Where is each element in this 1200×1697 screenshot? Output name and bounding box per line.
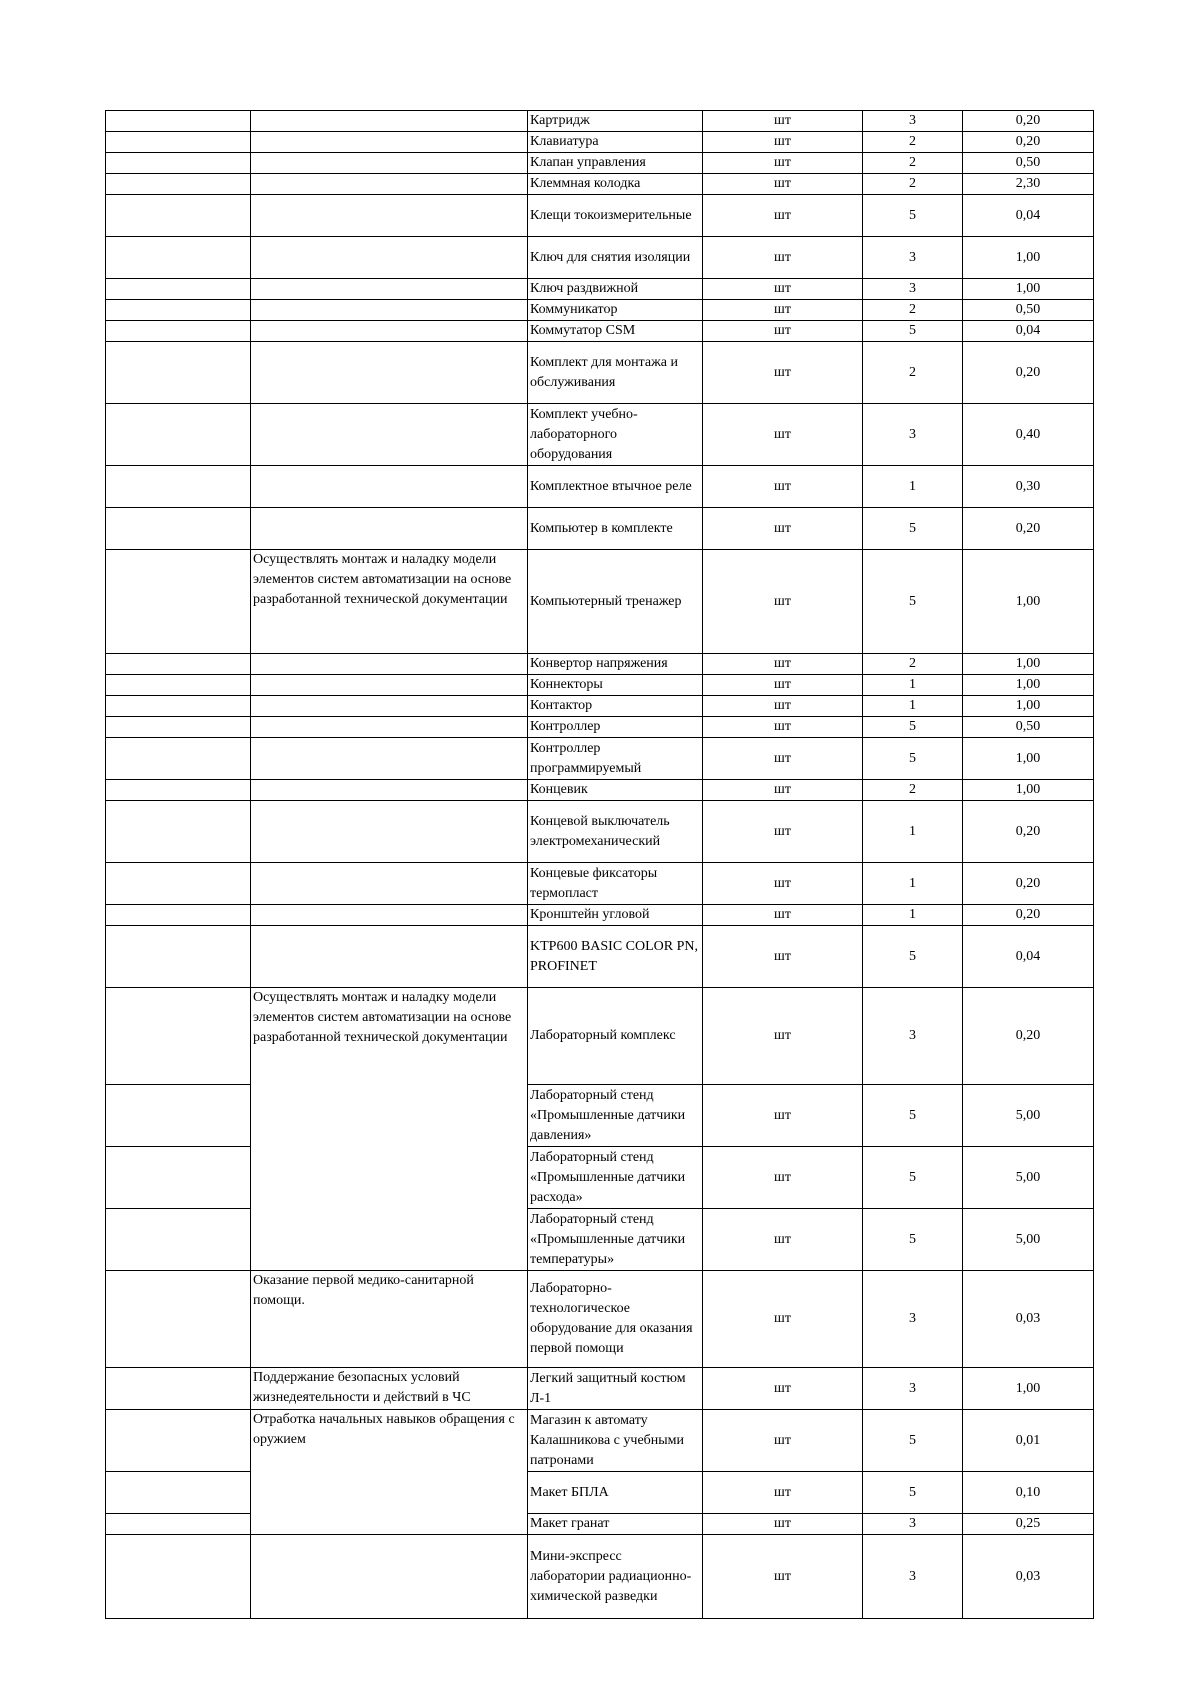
item-name-cell: Коммутатор CSM (528, 321, 703, 342)
blank-cell (106, 1514, 251, 1535)
competency-cell: Осуществлять монтаж и наладку модели элементов систем автоматизации на основе разработанной технической документации (251, 988, 528, 1271)
quantity-cell: 5 (863, 550, 963, 654)
unit-cell: шт (703, 696, 863, 717)
blank-cell (106, 132, 251, 153)
unit-cell: шт (703, 863, 863, 905)
competency-cell (251, 780, 528, 801)
unit-cell: шт (703, 300, 863, 321)
table-row (106, 279, 1094, 300)
blank-cell (106, 675, 251, 696)
quantity-cell: 1 (863, 466, 963, 508)
quantity-cell: 2 (863, 132, 963, 153)
norm-cell: 0,04 (963, 195, 1094, 237)
unit-cell: шт (703, 1514, 863, 1535)
quantity-cell: 3 (863, 988, 963, 1085)
item-name-cell: Лабораторный стенд «Промышленные датчики температуры» (528, 1209, 703, 1271)
quantity-cell: 5 (863, 195, 963, 237)
item-name-cell: KTP600 BASIC COLOR PN, PROFINET (528, 926, 703, 988)
norm-cell: 1,00 (963, 1368, 1094, 1410)
norm-cell: 5,00 (963, 1209, 1094, 1271)
competency-cell (251, 717, 528, 738)
blank-cell (106, 654, 251, 675)
blank-cell (106, 111, 251, 132)
norm-cell: 0,25 (963, 1514, 1094, 1535)
item-name-cell: Коммуникатор (528, 300, 703, 321)
competency-cell (251, 675, 528, 696)
item-name-cell: Концевые фиксаторы термопласт (528, 863, 703, 905)
competency-cell (251, 300, 528, 321)
competency-cell (251, 654, 528, 675)
norm-cell: 5,00 (963, 1085, 1094, 1147)
blank-cell (106, 926, 251, 988)
quantity-cell: 5 (863, 1410, 963, 1472)
norm-cell: 0,20 (963, 905, 1094, 926)
unit-cell: шт (703, 1147, 863, 1209)
unit-cell: шт (703, 738, 863, 780)
quantity-cell: 3 (863, 1514, 963, 1535)
blank-cell (106, 550, 251, 654)
quantity-cell: 1 (863, 801, 963, 863)
blank-cell (106, 342, 251, 404)
quantity-cell: 1 (863, 696, 963, 717)
blank-cell (106, 466, 251, 508)
unit-cell: шт (703, 404, 863, 466)
competency-cell (251, 342, 528, 404)
norm-cell: 0,10 (963, 1472, 1094, 1514)
unit-cell: шт (703, 717, 863, 738)
quantity-cell: 5 (863, 1147, 963, 1209)
blank-cell (106, 801, 251, 863)
table-row (106, 508, 1094, 550)
competency-cell (251, 237, 528, 279)
competency-cell (251, 1535, 528, 1619)
norm-cell: 1,00 (963, 696, 1094, 717)
table-row (106, 1535, 1094, 1619)
competency-cell (251, 132, 528, 153)
table-row (106, 132, 1094, 153)
competency-cell: Осуществлять монтаж и наладку модели элементов систем автоматизации на основе разработанной технической документации (251, 550, 528, 654)
quantity-cell: 2 (863, 654, 963, 675)
competency-cell: Поддержание безопасных условий жизнедеятельности и действий в ЧС (251, 1368, 528, 1410)
norm-cell: 0,04 (963, 321, 1094, 342)
unit-cell: шт (703, 237, 863, 279)
table-row (106, 717, 1094, 738)
table-row (106, 1271, 1094, 1368)
blank-cell (106, 1368, 251, 1410)
table-row (106, 195, 1094, 237)
norm-cell: 1,00 (963, 237, 1094, 279)
competency-cell: Отработка начальных навыков обращения с оружием (251, 1410, 528, 1535)
table-row (106, 111, 1094, 132)
competency-cell (251, 696, 528, 717)
item-name-cell: Кронштейн угловой (528, 905, 703, 926)
table-row (106, 1368, 1094, 1410)
table-row (106, 237, 1094, 279)
quantity-cell: 5 (863, 321, 963, 342)
norm-cell: 0,03 (963, 1535, 1094, 1619)
quantity-cell: 5 (863, 717, 963, 738)
unit-cell: шт (703, 1472, 863, 1514)
item-name-cell: Клещи токоизмерительные (528, 195, 703, 237)
norm-cell: 0,50 (963, 717, 1094, 738)
quantity-cell: 3 (863, 1368, 963, 1410)
blank-cell (106, 195, 251, 237)
table-row (106, 988, 1094, 1085)
item-name-cell: Клавиатура (528, 132, 703, 153)
norm-cell: 0,20 (963, 508, 1094, 550)
unit-cell: шт (703, 801, 863, 863)
table-row (106, 466, 1094, 508)
quantity-cell: 1 (863, 905, 963, 926)
quantity-cell: 2 (863, 153, 963, 174)
competency-cell (251, 508, 528, 550)
quantity-cell: 5 (863, 926, 963, 988)
table-row (106, 321, 1094, 342)
item-name-cell: Концевик (528, 780, 703, 801)
table-row (106, 654, 1094, 675)
blank-cell (106, 717, 251, 738)
item-name-cell: Компьютер в комплекте (528, 508, 703, 550)
unit-cell: шт (703, 508, 863, 550)
competency-cell (251, 195, 528, 237)
item-name-cell: Ключ для снятия изоляции (528, 237, 703, 279)
norm-cell: 1,00 (963, 738, 1094, 780)
blank-cell (106, 404, 251, 466)
item-name-cell: Конвертор напряжения (528, 654, 703, 675)
quantity-cell: 3 (863, 1271, 963, 1368)
blank-cell (106, 1085, 251, 1147)
item-name-cell: Магазин к автомату Калашникова с учебными патронами (528, 1410, 703, 1472)
blank-cell (106, 1147, 251, 1209)
item-name-cell: Комплект для монтажа и обслуживания (528, 342, 703, 404)
item-name-cell: Компьютерный тренажер (528, 550, 703, 654)
blank-cell (106, 738, 251, 780)
quantity-cell: 3 (863, 404, 963, 466)
unit-cell: шт (703, 1535, 863, 1619)
item-name-cell: Клапан управления (528, 153, 703, 174)
competency-cell (251, 801, 528, 863)
blank-cell (106, 780, 251, 801)
item-name-cell: Контроллер программируемый (528, 738, 703, 780)
blank-cell (106, 1271, 251, 1368)
quantity-cell: 3 (863, 237, 963, 279)
unit-cell: шт (703, 550, 863, 654)
quantity-cell: 5 (863, 508, 963, 550)
unit-cell: шт (703, 111, 863, 132)
unit-cell: шт (703, 279, 863, 300)
unit-cell: шт (703, 132, 863, 153)
norm-cell: 1,00 (963, 550, 1094, 654)
table-row (106, 300, 1094, 321)
norm-cell: 0,20 (963, 111, 1094, 132)
competency-cell (251, 174, 528, 195)
table-row (106, 905, 1094, 926)
competency-cell: Оказание первой медико-санитарной помощи. (251, 1271, 528, 1368)
quantity-cell: 2 (863, 780, 963, 801)
blank-cell (106, 508, 251, 550)
unit-cell: шт (703, 195, 863, 237)
blank-cell (106, 321, 251, 342)
competency-cell (251, 738, 528, 780)
unit-cell: шт (703, 153, 863, 174)
norm-cell: 0,03 (963, 1271, 1094, 1368)
item-name-cell: Макет гранат (528, 1514, 703, 1535)
unit-cell: шт (703, 1271, 863, 1368)
item-name-cell: Коннекторы (528, 675, 703, 696)
quantity-cell: 2 (863, 342, 963, 404)
table-row (106, 780, 1094, 801)
unit-cell: шт (703, 780, 863, 801)
blank-cell (106, 988, 251, 1085)
norm-cell: 0,50 (963, 300, 1094, 321)
norm-cell: 5,00 (963, 1147, 1094, 1209)
unit-cell: шт (703, 1085, 863, 1147)
unit-cell: шт (703, 1209, 863, 1271)
competency-cell (251, 466, 528, 508)
competency-cell (251, 279, 528, 300)
item-name-cell: Контроллер (528, 717, 703, 738)
norm-cell: 0,20 (963, 988, 1094, 1085)
item-name-cell: Концевой выключатель электромеханический (528, 801, 703, 863)
blank-cell (106, 237, 251, 279)
blank-cell (106, 1472, 251, 1514)
table-row (106, 550, 1094, 654)
norm-cell: 0,30 (963, 466, 1094, 508)
quantity-cell: 5 (863, 1209, 963, 1271)
item-name-cell: Макет БПЛА (528, 1472, 703, 1514)
blank-cell (106, 696, 251, 717)
competency-cell (251, 321, 528, 342)
table-row (106, 926, 1094, 988)
norm-cell: 0,20 (963, 342, 1094, 404)
table-row (106, 342, 1094, 404)
quantity-cell: 1 (863, 863, 963, 905)
item-name-cell: Контактор (528, 696, 703, 717)
unit-cell: шт (703, 905, 863, 926)
blank-cell (106, 863, 251, 905)
norm-cell: 1,00 (963, 654, 1094, 675)
unit-cell: шт (703, 988, 863, 1085)
competency-cell (251, 863, 528, 905)
norm-cell: 1,00 (963, 780, 1094, 801)
item-name-cell: Лабораторно-технологическое оборудование для оказания первой помощи (528, 1271, 703, 1368)
norm-cell: 0,40 (963, 404, 1094, 466)
norm-cell: 0,20 (963, 132, 1094, 153)
norm-cell: 1,00 (963, 675, 1094, 696)
quantity-cell: 5 (863, 738, 963, 780)
table-row (106, 675, 1094, 696)
unit-cell: шт (703, 1368, 863, 1410)
blank-cell (106, 1410, 251, 1472)
table-body (106, 111, 1094, 1619)
quantity-cell: 5 (863, 1472, 963, 1514)
table-row (106, 738, 1094, 780)
item-name-cell: Лабораторный стенд «Промышленные датчики давления» (528, 1085, 703, 1147)
quantity-cell: 3 (863, 111, 963, 132)
item-name-cell: Лабораторный комплекс (528, 988, 703, 1085)
table-row (106, 801, 1094, 863)
blank-cell (106, 1209, 251, 1271)
unit-cell: шт (703, 342, 863, 404)
quantity-cell: 3 (863, 1535, 963, 1619)
competency-cell (251, 905, 528, 926)
norm-cell: 0,20 (963, 863, 1094, 905)
table-row (106, 1410, 1094, 1472)
competency-cell (251, 153, 528, 174)
table-row (106, 174, 1094, 195)
item-name-cell: Клеммная колодка (528, 174, 703, 195)
norm-cell: 0,04 (963, 926, 1094, 988)
item-name-cell: Лабораторный стенд «Промышленные датчики расхода» (528, 1147, 703, 1209)
competency-cell (251, 404, 528, 466)
unit-cell: шт (703, 174, 863, 195)
norm-cell: 2,30 (963, 174, 1094, 195)
table-row (106, 863, 1094, 905)
unit-cell: шт (703, 675, 863, 696)
item-name-cell: Мини-экспресс лаборатории радиационно-химической разведки (528, 1535, 703, 1619)
unit-cell: шт (703, 466, 863, 508)
table-row (106, 696, 1094, 717)
blank-cell (106, 153, 251, 174)
norm-cell: 0,20 (963, 801, 1094, 863)
item-name-cell: Картридж (528, 111, 703, 132)
blank-cell (106, 300, 251, 321)
quantity-cell: 2 (863, 174, 963, 195)
norm-cell: 0,50 (963, 153, 1094, 174)
item-name-cell: Ключ раздвижной (528, 279, 703, 300)
blank-cell (106, 279, 251, 300)
unit-cell: шт (703, 1410, 863, 1472)
competency-cell (251, 111, 528, 132)
unit-cell: шт (703, 321, 863, 342)
norm-cell: 0,01 (963, 1410, 1094, 1472)
unit-cell: шт (703, 926, 863, 988)
norm-cell: 1,00 (963, 279, 1094, 300)
item-name-cell: Комплект учебно-лабораторного оборудования (528, 404, 703, 466)
quantity-cell: 3 (863, 279, 963, 300)
quantity-cell: 1 (863, 675, 963, 696)
quantity-cell: 2 (863, 300, 963, 321)
unit-cell: шт (703, 654, 863, 675)
item-name-cell: Комплектное втычное реле (528, 466, 703, 508)
blank-cell (106, 1535, 251, 1619)
blank-cell (106, 905, 251, 926)
equipment-table (105, 110, 1094, 1619)
table-row (106, 153, 1094, 174)
quantity-cell: 5 (863, 1085, 963, 1147)
item-name-cell: Легкий защитный костюм Л-1 (528, 1368, 703, 1410)
blank-cell (106, 174, 251, 195)
table-row (106, 404, 1094, 466)
competency-cell (251, 926, 528, 988)
